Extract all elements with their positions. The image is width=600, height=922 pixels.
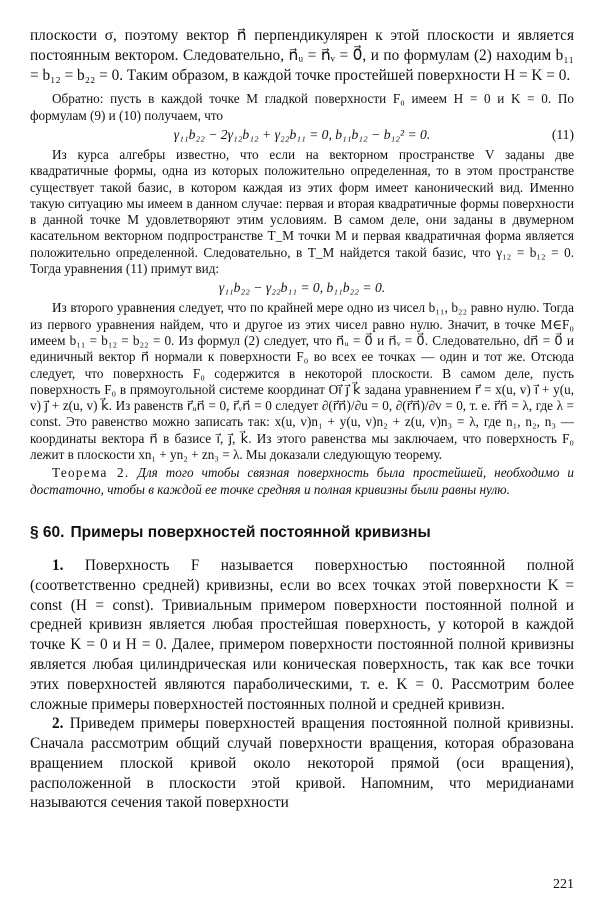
paragraph-proof: Из второго уравнения следует, что по крайней мере одно из чисел b₁₁, b₂₂ равно нулю. Тогда из первого уравнения найдем, что и другое из этих чисел равно нулю. Значит, в точке M∈F₀ имеем b₁₁ = b₁₂ = b₂₂ = 0. Из формул (2) следует, что n⃗ᵤ = 0⃗ и n⃗ᵥ = 0⃗. Следовательно, dn⃗ = 0⃗ и единичный вектор n⃗ нормали к поверхности F₀ во всех ее точках — один и тот же. Отсюда следует, что поверхность F₀ содержится в некоторой плоскости. В самом деле, пусть поверхность F₀ в прямоугольной системе координат Oi⃗ j⃗ k⃗ задана уравнением r⃗ = x(u, v) i⃗ + y(u, v) j⃗ + z(u, v) k⃗. Из равенств r⃗ᵤn⃗ = 0, r⃗ᵥn⃗ = 0 следует ∂(r⃗n⃗)/∂u = 0, ∂(r⃗n⃗)/∂v = 0, т. е. r⃗n⃗ = λ, где λ = const. Это равенство можно записать так: x(u, v)n₁ + y(u, v)n₂ + z(u, v)n₃ = λ, где n₁, n₂, n₃ — координаты вектора n⃗ в базисе i⃗, j⃗, k⃗. Из этого равенства мы заключаем, что поверхность F₀ лежит в плоскости xn₁ + yn₂ + zn₃ = λ. Мы доказали следующую теорему. <box>30 300 574 463</box>
equation-12-body: γ₁₁b₂₂ − γ₂₂b₁₁ = 0, b₁₁b₂₂ = 0. <box>218 280 386 296</box>
theorem-2 <box>30 465 574 498</box>
paragraph-2 <box>30 714 574 813</box>
equation-11-body: γ₁₁b₂₂ − 2γ₁₂b₁₂ + γ₂₂b₁₁ = 0, b₁₁b₁₂ − b₁₂² = 0. <box>173 126 431 142</box>
equation-11-number: (11) <box>551 126 574 142</box>
theorem-label: Теорема 2. <box>52 465 130 481</box>
equation-11 <box>30 127 574 143</box>
page-body <box>30 26 574 813</box>
paragraph-2-number: 2. <box>52 715 64 733</box>
paragraph-algebra: Из курса алгебры известно, что если на векторном пространстве V заданы две квадратичные формы, одна из которых положительно определенная, то в этом пространстве существует такой базис, в котором каждая из этих форм имеет канонический вид. Именно такую ситуацию мы имеем в данном случае: первая и вторая квадратичные формы поверхности в данной точке M удовлетворяют этим условиям. В самом деле, они заданы в двумерном касательном векторном подпространстве T_M точки M и первая квадратичная форма является положительно определенной. Следовательно, в T_M найдется такой базис, что γ₁₂ = b₁₂ = 0. Тогда уравнения (11) примут вид: <box>30 146 574 277</box>
paragraph-converse: Обратно: пусть в каждой точке M гладкой поверхности F₀ имеем H = 0 и K = 0. По формулам (9) и (10) получаем, что <box>30 91 574 123</box>
paragraph-1-text: Поверхность F называется поверхностью постоянной полной (соответственно средней) кривизны, если во всех точках этой поверхности K = const (H = const). Тривиальным примером поверхности постоянной полной и средней кривизн является любая простейшая поверхность, у которой в каждой точке K = 0 и H = 0. Далее, примером поверхности постоянной полной кривизны является любая цилиндрическая или коническая поверхность, так как все точки этих поверхностей являются параболическими, т. е. K = 0. Рассмотрим более сложные примеры поверхностей постоянных полной и средней кривизн. <box>30 556 575 713</box>
section-heading <box>30 524 574 542</box>
section-title: Примеры поверхностей постоянной кривизны <box>70 523 431 541</box>
paragraph-1-number: 1. <box>52 556 64 574</box>
equation-12 <box>30 280 574 296</box>
paragraph-1 <box>30 556 574 714</box>
theorem-text: Для того чтобы связная поверхность была простейшей, необходимо и достаточно, чтобы в каждой ее точке средняя и полная кривизны были равны нулю. <box>30 465 575 497</box>
paragraph-2-text: Приведем примеры поверхностей вращения постоянной полной кривизны. Сначала рассмотрим общий случай поверхности вращения, которая образована вращением плоской кривой около некоторой прямой (оси вращения), расположенной в плоскости этой кривой. Напомним, что меридианами называются сечения такой поверхности <box>30 715 574 812</box>
page-number: 221 <box>553 877 574 892</box>
section-number: § 60. <box>30 523 65 541</box>
paragraph-top: плоскости σ, поэтому вектор n⃗ перпендикулярен к этой плоскости и является постоянным вектором. Следовательно, n⃗ᵤ = n⃗ᵥ = 0⃗, и по формулам (2) находим b₁₁ = b₁₂ = b₂₂ = 0. Таким образом, в каждой точке простейшей поверхности H = K = 0. <box>30 27 574 84</box>
